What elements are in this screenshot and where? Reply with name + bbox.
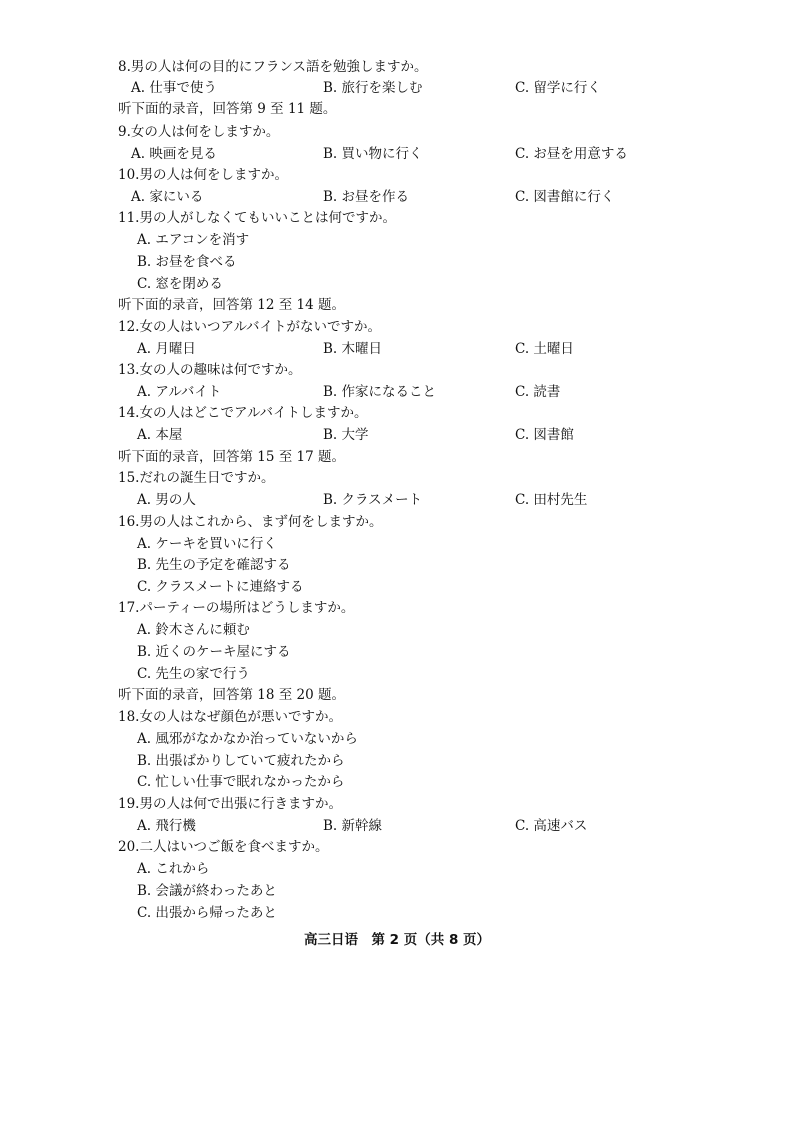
- option-b: B. 旅行を楽しむ: [323, 80, 423, 96]
- option-a: A. 飛行機: [137, 818, 196, 834]
- option-c: C. クラスメートに連絡する: [137, 579, 304, 595]
- question-text: 女の人はいつアルバイトがないですか。: [139, 319, 381, 335]
- question-14: [118, 403, 368, 423]
- question-text: だれの誕生日ですか。: [139, 470, 275, 486]
- option-c: C. 高速バス: [515, 818, 588, 834]
- option-c: C. 先生の家で行う: [137, 666, 250, 682]
- option-a: A. 風邪がなかなか治っていないから: [137, 731, 358, 747]
- option-a: A. 家にいる: [131, 189, 204, 205]
- question-11: [118, 208, 396, 228]
- option-a: A. エアコンを消す: [137, 232, 250, 248]
- question-15: [118, 468, 274, 488]
- option-a: A. 男の人: [137, 492, 196, 508]
- question-9: [118, 122, 279, 142]
- option-a: A. ケーキを買いに行く: [137, 536, 277, 552]
- question-text: 男の人は何の目的にフランス語を勉強しますか。: [130, 59, 428, 75]
- question-number: 10.: [118, 167, 140, 183]
- option-a: A. アルバイト: [137, 384, 222, 400]
- option-c: C. 出張から帰ったあと: [137, 905, 277, 921]
- question-13: [118, 360, 301, 380]
- question-10: [118, 165, 288, 185]
- question-text: 男の人がしなくてもいいことは何ですか。: [139, 210, 396, 226]
- instruction-9-11: 听下面的录音，回答第 9 至 11 题。: [118, 101, 337, 117]
- instruction-12-14: 听下面的录音，回答第 12 至 14 题。: [118, 297, 346, 313]
- instruction-18-20: 听下面的录音，回答第 18 至 20 题。: [118, 687, 346, 703]
- question-number: 17.: [118, 600, 140, 616]
- option-b: B. 木曜日: [323, 341, 383, 357]
- option-c: C. 読書: [515, 384, 561, 400]
- option-c: C. 田村先生: [515, 492, 588, 508]
- question-12: [118, 317, 381, 337]
- question-17: [118, 598, 354, 618]
- question-text: 女の人の趣味は何ですか。: [139, 362, 302, 378]
- option-b: B. 新幹線: [323, 818, 383, 834]
- option-b: B. 会議が終わったあと: [137, 883, 277, 899]
- question-number: 12.: [118, 319, 140, 335]
- question-number: 8.: [118, 59, 131, 75]
- question-text: 二人はいつご飯を食べますか。: [139, 839, 329, 855]
- option-c: C. お昼を用意する: [515, 146, 628, 162]
- option-c: C. 忙しい仕事で眠れなかったから: [137, 774, 345, 790]
- question-8: [118, 57, 428, 77]
- option-b: B. 大学: [323, 427, 369, 443]
- option-a: A. 映画を見る: [131, 146, 217, 162]
- option-c: C. 図書館に行く: [515, 189, 615, 205]
- option-b: B. 近くのケーキ屋にする: [137, 644, 291, 660]
- question-number: 11.: [118, 210, 140, 226]
- question-text: パーティーの場所はどうしますか。: [139, 600, 355, 616]
- question-number: 9.: [118, 124, 131, 140]
- option-c: C. 窓を閉める: [137, 276, 223, 292]
- option-b: B. 作家になること: [323, 384, 437, 400]
- question-text: 男の人はこれから、まず何をしますか。: [139, 514, 383, 530]
- option-c: C. 図書館: [515, 427, 574, 443]
- question-text: 女の人は何をしますか。: [130, 124, 280, 140]
- option-b: B. お昼を作る: [323, 189, 410, 205]
- instruction-15-17: 听下面的录音，回答第 15 至 17 题。: [118, 449, 346, 465]
- option-a: A. 本屋: [137, 427, 183, 443]
- question-number: 16.: [118, 514, 140, 530]
- option-c: C. 土曜日: [515, 341, 574, 357]
- option-a: A. 仕事で使う: [131, 80, 217, 96]
- option-a: A. これから: [137, 861, 210, 877]
- option-a: A. 月曜日: [137, 341, 196, 357]
- question-16: [118, 512, 382, 532]
- option-c: C. 留学に行く: [515, 80, 601, 96]
- question-20: [118, 837, 328, 857]
- page-footer: 高三日语 第 2 页（共 8 页）: [303, 932, 491, 948]
- question-text: 女の人はどこでアルバイトしますか。: [139, 405, 368, 421]
- question-number: 14.: [118, 405, 140, 421]
- option-b: B. クラスメート: [323, 492, 423, 508]
- question-number: 13.: [118, 362, 140, 378]
- question-number: 19.: [118, 796, 140, 812]
- question-text: 女の人はなぜ顔色が悪いですか。: [139, 709, 342, 725]
- question-number: 15.: [118, 470, 140, 486]
- option-b: B. 先生の予定を確認する: [137, 557, 291, 573]
- option-b: B. お昼を食べる: [137, 254, 237, 270]
- question-text: 男の人は何で出張に行きますか。: [139, 796, 342, 812]
- question-19: [118, 794, 342, 814]
- option-a: A. 鈴木さんに頼む: [137, 622, 250, 638]
- question-18: [118, 707, 342, 727]
- question-text: 男の人は何をしますか。: [139, 167, 288, 183]
- question-number: 18.: [118, 709, 140, 725]
- question-number: 20.: [118, 839, 140, 855]
- option-b: B. 出張ばかりしていて疲れたから: [137, 753, 345, 769]
- option-b: B. 買い物に行く: [323, 146, 423, 162]
